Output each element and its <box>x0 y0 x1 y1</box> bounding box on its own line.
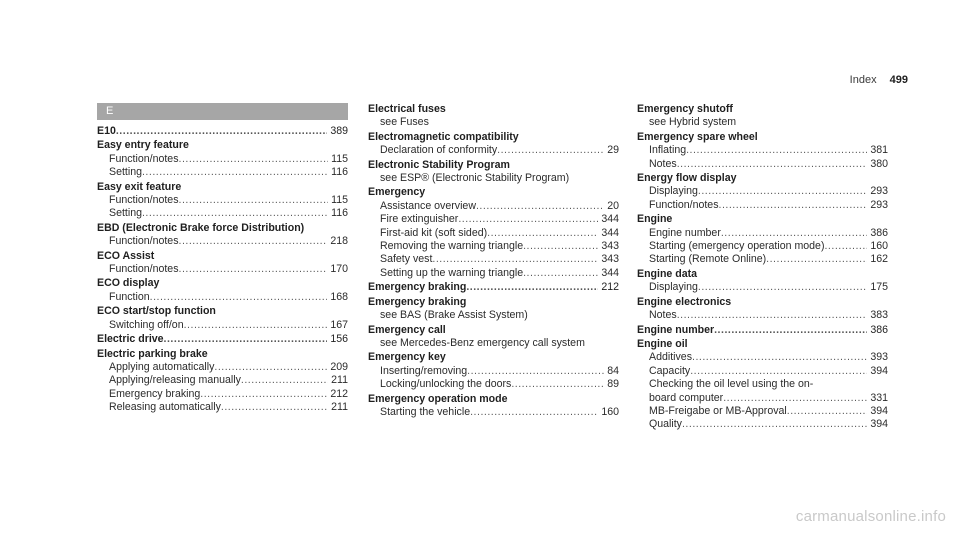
page-reference[interactable]: 167 <box>330 318 348 331</box>
index-entry <box>97 348 348 415</box>
index-entry <box>368 103 619 130</box>
page-reference[interactable]: 162 <box>870 253 888 266</box>
page-reference[interactable]: 344 <box>601 226 619 239</box>
dot-leader <box>142 207 328 220</box>
page-reference[interactable]: 212 <box>330 387 348 400</box>
subentry-text: Inserting/removing <box>380 364 468 377</box>
index-subentry <box>637 116 888 129</box>
dot-leader <box>116 125 327 138</box>
dot-leader <box>142 166 328 179</box>
page-number: 499 <box>889 74 908 86</box>
page-reference[interactable]: 331 <box>870 391 888 404</box>
entry-title-text: Engine <box>637 213 673 226</box>
page-reference[interactable]: 344 <box>601 266 619 279</box>
page-header <box>850 74 908 86</box>
page-reference[interactable]: 116 <box>331 166 348 179</box>
page-reference[interactable]: 20 <box>607 199 619 212</box>
index-entry-title[interactable] <box>637 324 888 337</box>
subentry-text: Function/notes <box>649 198 719 211</box>
entry-title-text: Engine electronics <box>637 295 732 308</box>
dot-leader <box>787 405 868 418</box>
entry-title-text: Electric drive <box>97 333 164 346</box>
subentry-text: see Fuses <box>380 116 429 129</box>
index-subentry[interactable] <box>637 405 888 418</box>
entry-title-text: Electronic Stability Program <box>368 158 510 171</box>
index-entry-title <box>97 348 348 361</box>
index-subentry[interactable] <box>637 199 888 212</box>
index-subentry[interactable] <box>368 200 619 213</box>
page-reference[interactable]: 394 <box>870 404 888 417</box>
subentry-text: Displaying <box>649 185 698 198</box>
index-subentry[interactable] <box>637 365 888 378</box>
page-reference[interactable]: 170 <box>330 263 348 276</box>
index-subentry[interactable] <box>97 401 348 414</box>
index-entry <box>97 181 348 221</box>
entry-title-text: E10 <box>97 125 116 137</box>
index-entry <box>368 324 619 351</box>
subentry-text: see Mercedes-Benz emergency call system <box>380 336 585 349</box>
index-entry-title <box>368 186 619 199</box>
dot-leader <box>221 401 328 414</box>
entry-title-text: Electric parking brake <box>97 347 208 360</box>
subentry-text: Emergency braking <box>109 387 201 400</box>
entry-title-text: EBD (Electronic Brake force Distribution) <box>97 221 305 234</box>
entry-title-text: Emergency spare wheel <box>637 130 758 143</box>
subentry-text: Checking the oil level using the on- <box>649 378 814 391</box>
subentry-text: see ESP® (Electronic Stability Program) <box>380 172 570 185</box>
subentry-text: Quality <box>649 418 682 431</box>
dot-leader <box>698 185 867 198</box>
subentry-text: Setting <box>109 166 142 179</box>
index-entry <box>97 250 348 277</box>
page-reference[interactable]: 156 <box>330 333 348 346</box>
index-subentry[interactable] <box>368 253 619 266</box>
entry-title-text: Emergency <box>368 186 426 199</box>
dot-leader <box>214 361 327 374</box>
index-entry-title <box>368 103 619 116</box>
index-entry-title <box>368 159 619 172</box>
index-subentry[interactable] <box>97 374 348 387</box>
subentry-text: Function <box>109 290 150 303</box>
dot-leader <box>179 153 329 166</box>
index-subentry[interactable] <box>637 240 888 253</box>
index-subentry[interactable] <box>97 166 348 179</box>
index-entry <box>637 103 888 130</box>
page-reference[interactable]: 212 <box>601 281 619 294</box>
page-reference[interactable]: 343 <box>601 240 619 253</box>
page-reference[interactable]: 383 <box>870 309 888 322</box>
watermark-text: carmanualsonline.info <box>795 508 946 525</box>
index-entry-title <box>97 277 348 290</box>
subentry-text: Notes <box>649 157 677 170</box>
index-subentry[interactable] <box>368 267 619 280</box>
dot-leader <box>824 240 867 253</box>
subentry-text: MB-Freigabe or MB-Approval <box>649 404 787 417</box>
dot-leader <box>179 235 328 248</box>
entry-title-text: Engine data <box>637 267 698 280</box>
subentry-text: Function/notes <box>109 263 179 276</box>
dot-leader <box>686 144 867 157</box>
entry-title-text: Emergency braking <box>368 281 467 294</box>
entry-title-text: ECO display <box>97 277 160 290</box>
entry-title-text: Emergency shutoff <box>637 103 733 115</box>
subentry-text: Inflating <box>649 144 687 157</box>
index-subentry[interactable] <box>637 144 888 157</box>
subentry-text: Releasing automatically <box>109 401 221 414</box>
index-subentry[interactable] <box>637 392 888 405</box>
dot-leader <box>432 253 598 266</box>
index-entry-title <box>97 222 348 235</box>
dot-leader <box>164 333 328 346</box>
index-subentry[interactable] <box>368 213 619 226</box>
page-reference[interactable]: 393 <box>870 351 888 364</box>
dot-leader <box>523 240 598 253</box>
index-entry <box>637 268 888 295</box>
page-reference[interactable]: 160 <box>601 405 619 418</box>
page-reference[interactable]: 160 <box>870 240 888 253</box>
index-entry-title <box>637 338 888 351</box>
dot-leader <box>766 253 867 266</box>
index-column-2 <box>368 103 619 420</box>
subentry-text: Function/notes <box>109 152 179 165</box>
index-entry-title <box>97 250 348 263</box>
index-entry <box>368 351 619 391</box>
index-entry-title <box>637 296 888 309</box>
page-reference[interactable]: 293 <box>870 185 888 198</box>
subentry-text: Fire extinguisher <box>380 213 459 226</box>
entry-title-text: Engine oil <box>637 337 688 350</box>
dot-leader <box>677 309 868 322</box>
index-subentry[interactable] <box>97 263 348 276</box>
index-subentry[interactable] <box>97 361 348 374</box>
entry-title-text: Emergency braking <box>368 295 467 308</box>
index-entry <box>97 277 348 304</box>
index-entry <box>637 296 888 323</box>
dot-leader <box>497 144 604 157</box>
dot-leader <box>714 324 867 337</box>
index-subentry[interactable] <box>637 253 888 266</box>
index-entry-title <box>368 393 619 406</box>
entry-title-text: Electromagnetic compatibility <box>368 130 519 143</box>
entry-title-text: Easy entry feature <box>97 139 189 152</box>
index-subentry[interactable] <box>637 281 888 294</box>
page-reference[interactable]: 381 <box>870 144 888 157</box>
index-entry-title <box>637 268 888 281</box>
index-entry-title <box>97 305 348 318</box>
subentry-text: Locking/unlocking the doors <box>380 378 512 391</box>
index-entry-title <box>637 103 888 116</box>
page-reference[interactable]: 116 <box>331 207 348 220</box>
entry-title-text: Emergency operation mode <box>368 392 508 405</box>
index-entry <box>97 125 348 138</box>
subentry-text: Starting the vehicle <box>380 405 471 418</box>
dot-leader <box>458 213 598 226</box>
dot-leader <box>523 267 598 280</box>
index-entry <box>97 305 348 332</box>
index-entry <box>368 281 619 294</box>
dot-leader <box>476 200 604 213</box>
index-subentry[interactable] <box>368 240 619 253</box>
index-subentry <box>368 172 619 185</box>
index-entry-title[interactable] <box>97 125 348 138</box>
page-reference[interactable]: 386 <box>870 226 888 239</box>
index-entry <box>637 172 888 212</box>
index-subentry[interactable] <box>637 158 888 171</box>
index-subentry <box>637 378 888 391</box>
dot-leader <box>692 351 867 364</box>
index-subentry[interactable] <box>97 194 348 207</box>
index-subentry[interactable] <box>97 235 348 248</box>
index-subentry[interactable] <box>637 351 888 364</box>
subentry-text: Engine number <box>649 226 721 239</box>
dot-leader <box>721 227 867 240</box>
dot-leader <box>677 158 868 171</box>
subentry-text: see Hybrid system <box>649 116 737 129</box>
subentry-text: Starting (Remote Online) <box>649 253 767 266</box>
index-entry <box>97 333 348 346</box>
subentry-text: Function/notes <box>109 235 179 248</box>
subentry-text: Function/notes <box>109 194 179 207</box>
page-reference[interactable]: 386 <box>870 323 888 336</box>
dot-leader <box>150 291 328 304</box>
dot-leader <box>698 281 867 294</box>
entry-title-text: Electrical fuses <box>368 103 446 115</box>
index-subentry[interactable] <box>97 388 348 401</box>
subentry-text: Removing the warning triangle <box>380 240 524 253</box>
index-column-3 <box>637 103 888 433</box>
dot-leader <box>487 227 598 240</box>
index-entry <box>97 139 348 179</box>
index-entry <box>368 186 619 280</box>
page-reference[interactable]: 168 <box>330 290 348 303</box>
entry-title-text: Easy exit feature <box>97 180 182 193</box>
page-reference[interactable]: 209 <box>330 360 348 373</box>
page-reference[interactable]: 175 <box>870 281 888 294</box>
dot-leader <box>723 392 867 405</box>
index-entry-title <box>97 181 348 194</box>
index-entry-title <box>97 139 348 152</box>
subentry-text: see BAS (Brake Assist System) <box>380 309 528 322</box>
index-subentry[interactable] <box>97 153 348 166</box>
index-subentry <box>368 309 619 322</box>
index-subentry[interactable] <box>368 144 619 157</box>
index-subentry[interactable] <box>97 207 348 220</box>
dot-leader <box>682 418 867 431</box>
index-entry-title <box>637 131 888 144</box>
index-entry <box>637 324 888 337</box>
subentry-text: Applying automatically <box>109 360 215 373</box>
page-reference[interactable]: 293 <box>870 198 888 211</box>
dot-leader <box>184 319 328 332</box>
subentry-text: First-aid kit (soft sided) <box>380 226 488 239</box>
entry-title-text: ECO Assist <box>97 249 155 262</box>
index-entry <box>637 213 888 267</box>
page-reference[interactable]: 29 <box>607 144 619 157</box>
subentry-text: Notes <box>649 309 677 322</box>
index-column-1 <box>97 103 348 416</box>
page-reference[interactable]: 218 <box>330 235 348 248</box>
entry-title-text: Emergency key <box>368 351 446 364</box>
index-subentry[interactable] <box>97 291 348 304</box>
subentry-text: board computer <box>649 391 724 404</box>
subentry-text: Additives <box>649 351 692 364</box>
index-entry <box>368 131 619 158</box>
page-reference[interactable]: 394 <box>870 418 888 431</box>
page-reference[interactable]: 211 <box>331 374 348 387</box>
dot-leader <box>466 281 598 294</box>
index-entry-title <box>368 324 619 337</box>
index-entry-title[interactable] <box>368 281 619 294</box>
page-reference[interactable]: 211 <box>331 401 348 414</box>
index-subentry <box>368 337 619 350</box>
dot-leader <box>690 365 867 378</box>
page-reference[interactable]: 115 <box>331 152 348 165</box>
page-reference[interactable]: 84 <box>607 364 619 377</box>
dot-leader <box>511 378 604 391</box>
index-subentry[interactable] <box>637 185 888 198</box>
page-reference[interactable]: 89 <box>607 378 619 391</box>
dot-leader <box>467 365 604 378</box>
dot-leader <box>719 199 868 212</box>
entry-title-text: ECO start/stop function <box>97 305 216 318</box>
index-subentry <box>368 116 619 129</box>
dot-leader <box>241 374 328 387</box>
index-entry-title <box>637 172 888 185</box>
index-subentry[interactable] <box>368 365 619 378</box>
page-reference[interactable]: 115 <box>331 194 348 207</box>
subentry-text: Applying/releasing manually <box>109 374 241 387</box>
page-reference[interactable]: 380 <box>870 157 888 170</box>
page-reference[interactable]: 389 <box>330 125 348 137</box>
index-subentry[interactable] <box>368 378 619 391</box>
dot-leader <box>200 388 327 401</box>
entry-title-text: Emergency call <box>368 323 446 336</box>
page-reference[interactable]: 394 <box>870 364 888 377</box>
subentry-text: Setting up the warning triangle <box>380 266 524 279</box>
index-subentry[interactable] <box>637 227 888 240</box>
index-entry <box>368 159 619 186</box>
subentry-text: Safety vest <box>380 253 433 266</box>
index-subentry[interactable] <box>637 309 888 322</box>
index-entry-title[interactable] <box>97 333 348 346</box>
subentry-text: Capacity <box>649 364 691 377</box>
subentry-text: Assistance overview <box>380 199 476 212</box>
index-subentry[interactable] <box>637 418 888 431</box>
entry-title-text: Engine number <box>637 323 715 336</box>
page-reference[interactable]: 343 <box>601 253 619 266</box>
index-entry-title <box>368 131 619 144</box>
index-subentry[interactable] <box>368 406 619 419</box>
index-label: Index <box>849 74 877 86</box>
subentry-text: Displaying <box>649 281 698 294</box>
subentry-text: Switching off/on <box>109 318 184 331</box>
index-entry <box>368 393 619 420</box>
subentry-text: Starting (emergency operation mode) <box>649 240 825 253</box>
entry-title-text: Energy flow display <box>637 172 737 185</box>
index-subentry[interactable] <box>97 319 348 332</box>
dot-leader <box>179 194 329 207</box>
subentry-text: Declaration of conformity <box>380 144 498 157</box>
page-reference[interactable]: 344 <box>601 213 619 226</box>
index-entry <box>97 222 348 249</box>
subentry-text: Setting <box>109 207 142 220</box>
section-letter-header: E <box>97 103 348 120</box>
dot-leader <box>470 406 598 419</box>
index-entry-title <box>368 351 619 364</box>
dot-leader <box>179 263 328 276</box>
index-entry <box>637 131 888 171</box>
index-entry-title <box>637 213 888 226</box>
index-entry <box>368 296 619 323</box>
index-entry-title <box>368 296 619 309</box>
index-subentry[interactable] <box>368 227 619 240</box>
index-entry <box>637 338 888 432</box>
